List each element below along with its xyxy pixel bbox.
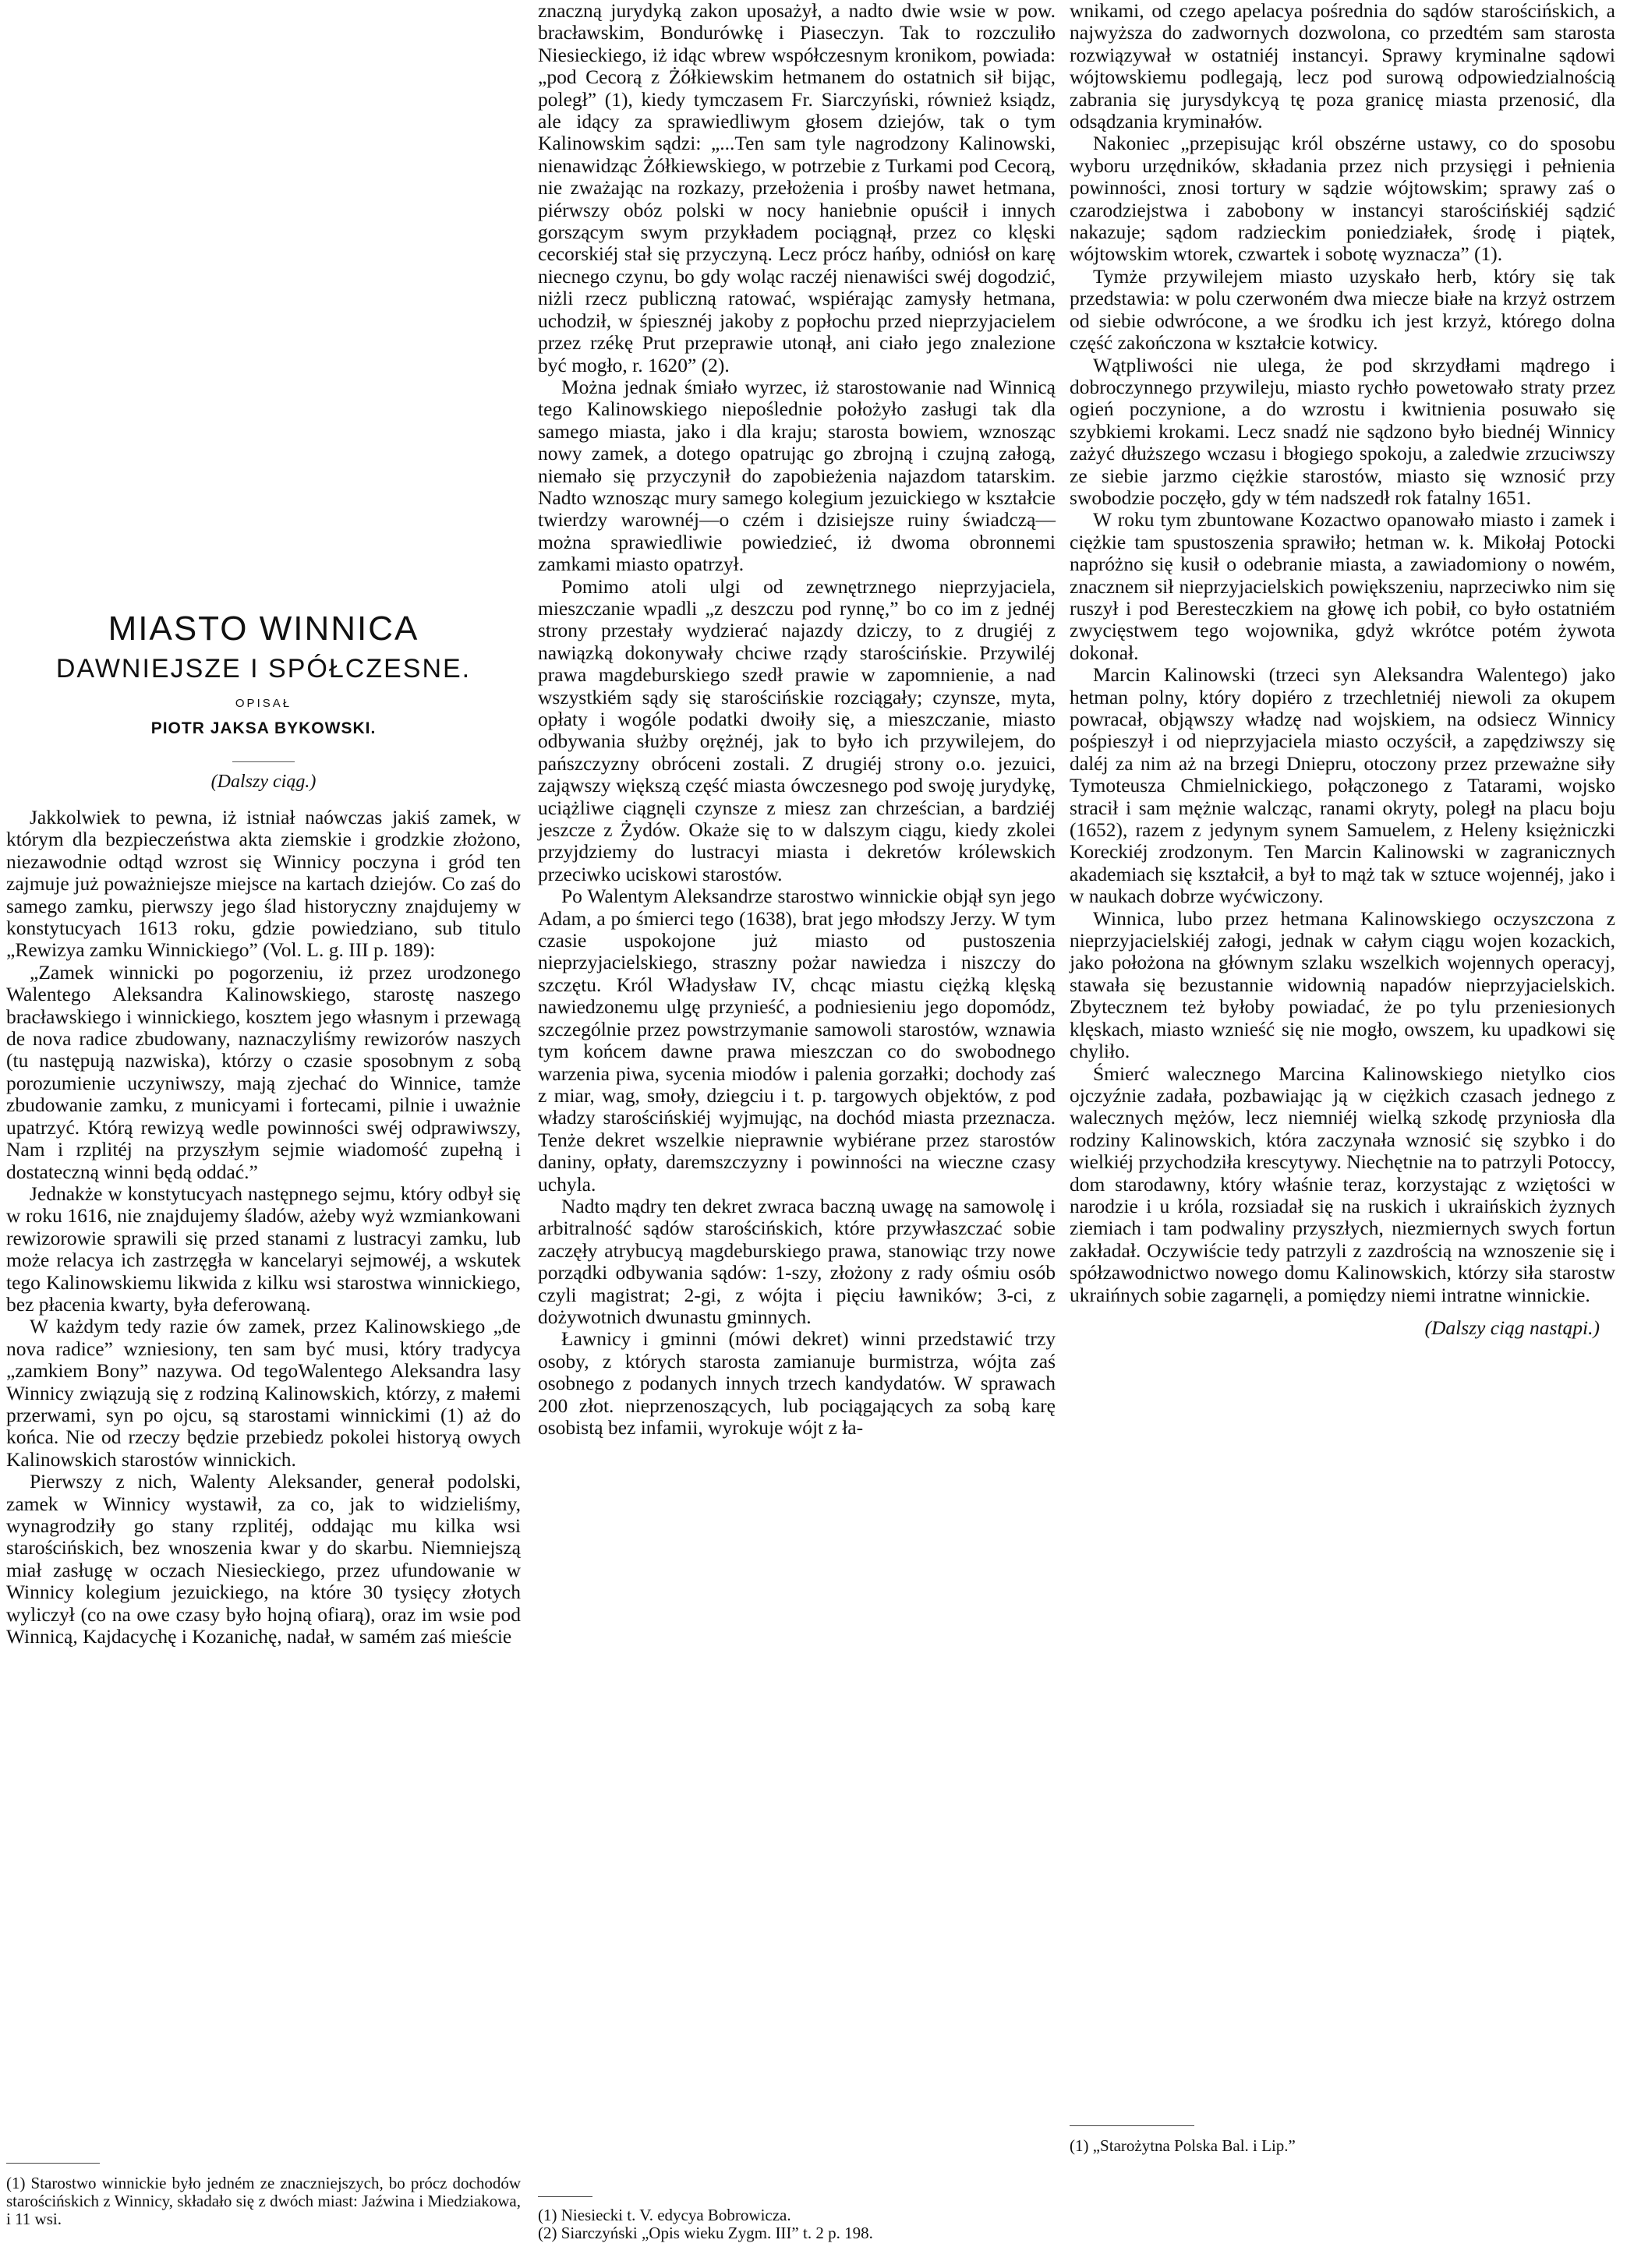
paragraph: Można jednak śmiało wyrzec, iż starostowanie nad Winnicą tego Kalinowskiego niepoślednie położyło zasługi tak dla samego miasta, jako i dla kraju; starosta bowiem, wznosząc nowy zamek, a dotego opatrując go zbrojną i czujną załogą, niemało się przyczynił do zapobieżenia najazdom tatarskim. Nadto wznosząc mury samego kolegium jezuickiego w kształcie twierdzy warownéj—o czém i dzisiejsze ruiny świadczą—można sprawiedliwie powiedzieć, iż dwoma obronnemi zamkami miasto opatrzył. [538, 375, 1056, 576]
paragraph: Nadto mądry ten dekret zwraca baczną uwagę na samowolę i arbitralność sądów starościńskich, które przywłaszczać sobie zaczęły atrybucyą magdeburskiego prawa, stanowiąc trzy nowe porządki odbywania sądów: 1-szy, złożony z rady ośmiu osób czyli magistrat; 2-gi, z wójta i pięciu ławników; 3-ci, z dożywotnich dwunastu gminnych. [538, 1194, 1056, 1328]
footnote-divider [6, 2163, 100, 2164]
paragraph: Wątpliwości nie ulega, że pod skrzydłami mądrego i dobroczynnego przywileju, miasto rychło powetowało straty przez ogień poczynione, a do wzrostu i kwitnienia posuwało się szybkiemi krokami. Lecz snadź nie sądzono było biednéj Winnicy zażyć dłuższego wczasu i błogiego spokoju, a zaledwie zrzuciwszy ze siebie jarzmo ciężkie starostów, miasto się wznosić przy swobodzie poczęło, gdy w tém nadszedł rok fatalny 1651. [1070, 353, 1615, 509]
to-be-continued-note: (Dalszy ciąg nastąpi.) [1424, 1316, 1600, 1339]
byline-label: OPISAŁ [235, 697, 292, 710]
paragraph: W roku tym zbuntowane Kozactwo opanowało miasto i zamek i ciężkie tam spustoszenia sprawiło; hetman w. k. Mikołaj Potocki napróżno się kusił o odebranie miasta, a zawiadomiony o nowém, znacznem sił nieprzyjacielskich powiększeniu, naprzeciwko nim się ruszył i pod Beresteczkiem na głowę ich pobił, co było ostatniém zwycięstwem tego wojownika, gdyż wkrótce potém żywota dokonał. [1070, 508, 1615, 664]
paragraph: Pierwszy z nich, Walenty Aleksander, generał podolski, zamek w Winnicy wystawił, za co, jak to widzieliśmy, wynagrodziły go stany rzplitéj, oddając mu kilka wsi starościńskich, bez wnoszenia kwar y do skarbu. Niemniejszą miał zasługę w oczach Niesieckiego, przez ufundowanie w Winnicy kolegium jezuickiego, na które 30 tysięcy złotych wyliczył (co na owe czasy było hojną ofiarą), oraz im wsie pod Winnicą, Kajdacychę i Kozanichę, nadał, w samém zaś mieście [6, 1470, 521, 1648]
paragraph: Winnica, lubo przez hetmana Kalinowskiego oczyszczona z nieprzyjacielskiéj załogi, jednak w całym ciągu wojen kozackich, jako położona na głównym szlaku wszelkich wojennych operacyj, stawała się bezustannie widownią napadów nieprzyjacielskich. Zbytecznem też byłoby powiadać, że po tylu przeniesionych klęskach, miasto wznieść się nie mogło, owszem, ku upadkowi się chyliło. [1070, 906, 1615, 1063]
paragraph: znaczną jurydyką zakon uposażył, a nadto dwie wsie w pow. bracławskim, Bondurówkę i Piaseczyn. Tak to rozczuliło Niesieckiego, iż idąc wbrew współczesnym kronikom, powiada: „pod Cecorą z Żółkiewskim hetmanem do ostatnich sił bijąc, poległ” (1), kiedy tymczasem Fr. Siarczyński, również ksiądz, ale idący za sprawiedliwym głosem dziejów, tak o tym Kalinowskim sądzi: „...Ten sam tyle nagrodzony Kalinowski, nienawidząc Żółkiewskiego, w potrzebie z Turkami pod Cecorą, nie zważając na rozkazy, przełożenia i prośby nawet hetmana, piérwszy obóz polski w nocy haniebnie opuścił i innych gorszącym swym przykładem pociągnął, przez co klęski cecorskiéj stał się przyczyną. Lecz prócz hańby, odniósł on karę niecnego czynu, bo gdy woląc raczéj nienawiści swéj dogodzić, niżli rzecz publiczną ratować, wspiérając zamysły hetmana, uchodził, w śpiesznéj jakoby z popłochu przed nieprzyjacielem przez rzékę Prut przeprawie utonął, ani ciało jego znalezione być mogło, r. 1620” (2). [538, 0, 1056, 376]
article-header [6, 0, 521, 793]
footnote: (2) Siarczyński „Opis wieku Zygm. III” t. 2 p. 198. [538, 2224, 873, 2242]
paragraph: Po Walentym Aleksandrze starostwo winnickie objął syn jego Adam, a po śmierci tego (1638), brat jego młodszy Jerzy. W tym czasie uspokojone już miasto od pustoszenia nieprzyjacielskiego, straszny pożar nawiedza i niszczy do szczętu. Król Władysław IV, chcąc miastu ciężką klęską nawiedzonemu ulgę przynieść, a podniesieniu jego dopomódz, szczególnie przez powstrzymanie samowoli starostów, wznawia tym końcem dawne prawa mieszczan co do swobodnego warzenia piwa, sycenia miodów i palenia gorzałki; dochody zaś z miar, wag, smoły, dziegciu i t. p. targowych objektów, z pod władzy starościńskiéj wyjmując, na dochód miasta przeznacza. Tenże dekret wszelkie nieprawnie wybiérane przez starostów daniny, opłaty, daremszczyzny i powinności na wieczne czasy uchyla. [538, 885, 1056, 1196]
footnotes-col3 [1070, 2125, 1615, 2155]
column-2 [538, 0, 1056, 2242]
footnote: (1) Starostwo winnickie było jedném ze znaczniejszych, bo prócz dochodów starościńskich z Winnicy, składało się z dwóch miast: Jaźwina i Miedziakowa, i 11 wsi. [6, 2174, 521, 2228]
quoted-paragraph: „Zamek winnicki po pogorzeniu, iż przez urodzonego Walentego Aleksandra Kalinowskiego, starostę naszego bracławskiego i winnickiego, kosztem jego własnym i przewagą de nova radice zbudowany, naznaczyliśmy rewizorów naszych (tu następują nazwiska), którzy o czasie sposobnym z sobą porozumienie uczyniwszy, mają zjechać do Winnice, tamże zbudowanie zamku, z municyami i fortecami, pilnie i uważnie upatrzyć. Którą rewizyą wedle powinności swéj odprawiwszy, Nam i rzplitéj na przyszłym sejmie wiadomość zupełną i dostateczną winni będą oddać.” [6, 960, 521, 1183]
paragraph: wnikami, od czego apelacya pośrednia do sądów starościńskich, a najwyższa do zadwornych dozwolona, co przedtém sam starosta rozwiązywał w ostatniéj instancyi. Sprawy kryminalne sądowi wójtowskiemu podlegają, lecz pod surową odpowiedzialnością zabrania się jurysdykcyą tę poza granicę miasta przenosić, dla odsądzania kryminałów. [1070, 0, 1615, 133]
article-title: MIASTO WINNICA [108, 609, 419, 648]
paragraph: Pomimo atoli ulgi od zewnętrznego nieprzyjaciela, mieszczanie wpadli „z deszczu pod rynnę,” bo co im z jednéj strony przestały wydzierać najazdy dziczy, to z drugiéj z nawiązką dokonywały chciwe rządy starościńskie. Przywiléj prawa magdeburskiego szedł prawie w zapomnienie, a nad wszystkiém sądy się starościńskie rozciągały; czynsze, myta, opłaty i wogóle podatki dwoiły się, a mieszczanie, miasto odbywania służby orężnéj, jak to było ich przywilejem, do pańszczyzny obróceni zostali. Z drugiéj strony o.o. jezuici, zająwszy większą część miasta ówczesnego pod swoję jurydykę, uciążliwe ciągnęli czynsze z miesz zan chrześcian, a bardziéj jeszcze z Żydów. Okaże się to w dalszym ciągu, kiedy zkolei przyjdziemy do lustracyi miasta i dekretów królewskich przeciwko uciskowi starostów. [538, 574, 1056, 885]
footnote: (1) Niesiecki t. V. edycya Bobrowicza. [538, 2206, 791, 2224]
paragraph: Jakkolwiek to pewna, iż istniał naówczas jakiś zamek, w którym dla bezpieczeństwa akta ziemskie i grodzkie złożono, niezawodnie odtąd wzrost się Winnicy poczyna i gród ten zajmuje już poważniejsze miejsce na kartach dziejów. Co zaś do samego zamku, pierwszy jego ślad historyczny znajdujemy w konstytucyach 1613 roku, gdzie powiedziano, sub titulo „Rewizya zamku Winnickiego” (Vol. L. g. III p. 189): [6, 806, 521, 962]
column-3 [1070, 0, 1615, 2155]
paragraph: W każdym tedy razie ów zamek, przez Kalinowskiego „de nova radice” wzniesiony, ten sam być musi, który tradycya „zamkiem Bony” nazywa. Od tegoWalentego Aleksandra lasy Winnicy związują się z rodziną Kalinowskich, którzy, z małemi przerwami, syn po ojcu, są starostami winnickimi (1) aż do końca. Nie od rzeczy będzie przebiedz pokolei historyą owych Kalinowskich starostów winnickich. [6, 1315, 521, 1471]
footnotes-col1 [6, 2163, 521, 2228]
paragraph: Marcin Kalinowski (trzeci syn Aleksandra Walentego) jako hetman polny, który dopiéro z trzechletniéj niewoli za okupem powracał, objąwszy władzę nad wojskiem, na odsiecz Winnicy pośpieszył i od nieprzyjaciela miasto oczyścił, a zapędziwszy się daléj za nim aż na brzegi Dniepru, otoczony przez przeważne siły Tymoteusza Chmielnickiego, połączonego z Tatarami, wojsko stracił i sam mężnie walcząc, ranami okryty, poległ na placu boju (1652), razem z jedynym synem Samuelem, z Heleny księżniczki Koreckiéj zrodzonym. Ten Marcin Kalinowski w zagranicznych akademiach się kształcił, a był to mąż tak w sztuce wojennéj, jako i w naukach dobrze wyćwiczony. [1070, 663, 1615, 908]
paragraph: Ławnicy i gminni (mówi dekret) winni przedstawić trzy osoby, z których starosta zamianuje burmistrza, wójta zaś osobnego z podanych innych trzech kandydatów. W sprawach 200 złot. nieprzenoszących, lub pociągających za sobą karę osobistą bez infamii, wyrokuje wójt z ła- [538, 1327, 1056, 1439]
column-1 [6, 0, 521, 2228]
paragraph: Śmierć walecznego Marcina Kalinowskiego nietylko cios ojczyźnie zadała, pozbawiając ją w ciężkich czasach jednego z walecznych mężów, lecz niemniéj wielką szkodę przyniosła dla rodziny Kalinowskich, która zaczynała wznosić się szybko i do wielkiéj przychodziła krescytywy. Niechętnie na to patrzyli Potoccy, dom starodawny, który właśnie teraz, korzystając z wziętości w narodzie i u króla, rozsiadał się na ruskich i ukraińskich żyznych ziemiach i tam podwaliny przyszłych, niezmiernych swych fortun zakładał. Oczywiście tedy patrzyli z zazdrością na wznoszenie się i spółzawodnictwo nowego domu Kalinowskich, którzy siła starostw ukraińnych sobie zagarnęli, a pomiędzy niemi intratne winnickie. [1070, 1062, 1615, 1306]
article-subtitle: DAWNIEJSZE I SPÓŁCZESNE. [55, 654, 472, 684]
paragraph: Tymże przywilejem miasto uzyskało herb, który się tak przedstawia: w polu czerwoném dwa miecze białe na krzyż ostrzem od siebie odwrócone, a we środku ich jest krzyż, którego dolna część zakończona w kształcie kotwicy. [1070, 264, 1615, 355]
footnote-divider [1070, 2125, 1194, 2126]
footnote-divider [538, 2196, 592, 2197]
author-name: PIOTR JAKSA BYKOWSKI. [150, 719, 377, 737]
footnote: (1) „Starożytna Polska Bal. i Lip.” [1070, 2136, 1296, 2155]
header-divider [232, 761, 295, 762]
paragraph: Nakoniec „przepisując król obszérne ustawy, co do sposobu wyboru urzędników, składania przez nich przysięgi i pełnienia powinności, znosi tortury w sądzie wójtowskim; sprawy zaś o czarodziejstwa i zabobony w instancyi starościńskiéj sądzić nakazuje; sądom radzieckim poniedziałek, środę i piątek, wójtowskim wtorek, czwartek i sobotę wyznacza” (1). [1070, 132, 1615, 266]
continuation-note: (Dalszy ciąg.) [210, 772, 317, 792]
paragraph: Jednakże w konstytucyach następnego sejmu, który odbył się w roku 1616, nie znajdujemy śladów, ażeby wyż wzmiankowani rewizorowie sprawili się przed stanami z lustracyi zamku, lub może relacya ich zastrzęgła w kancelaryi sejmowéj, a wskutek tego Kalinowskiemu likwida z kilku wsi starostwa winnickiego, bez płacenia kwarty, była deferowaną. [6, 1182, 521, 1316]
footnotes-col2 [538, 2196, 1056, 2242]
